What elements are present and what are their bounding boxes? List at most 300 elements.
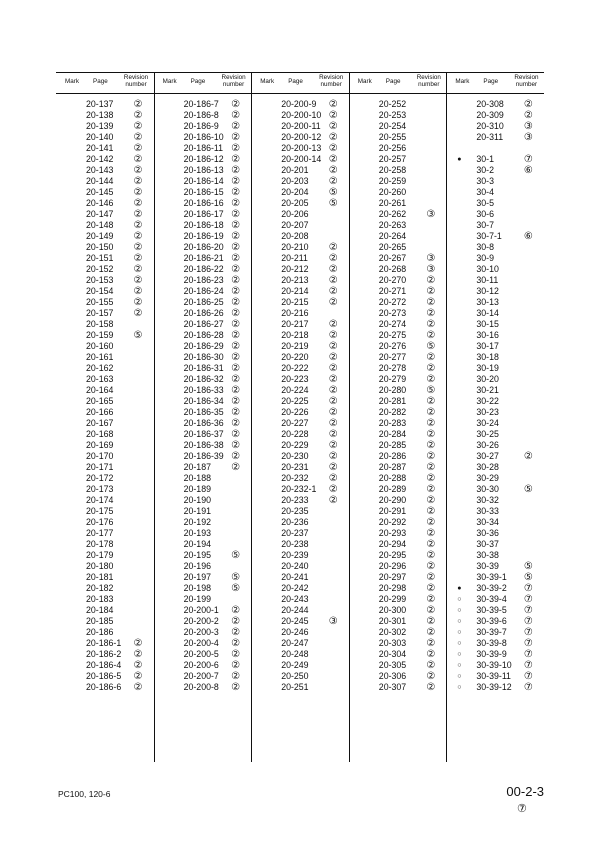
table-row (56, 528, 154, 539)
row-revision: ② (328, 143, 338, 154)
row-revision: ② (133, 231, 143, 242)
row-page: 20-186-2 (86, 649, 122, 659)
table-row (56, 286, 154, 297)
row-page: 20-240 (281, 561, 309, 571)
row-page: 20-186-29 (183, 341, 224, 351)
row-page: 20-151 (86, 253, 114, 263)
row-page: 20-290 (378, 495, 407, 505)
row-page: 20-272 (378, 297, 407, 307)
row-mark: ○ (457, 640, 462, 647)
table-row (349, 616, 447, 627)
row-page: 20-285 (378, 440, 407, 450)
table-row (446, 407, 544, 418)
row-revision: ② (133, 99, 143, 110)
table-row (154, 297, 252, 308)
row-page: 20-224 (281, 385, 309, 395)
row-page: 20-186-28 (183, 330, 224, 340)
table-row (154, 539, 252, 550)
row-page: 20-175 (86, 506, 114, 516)
row-page: 20-214 (281, 286, 309, 296)
row-page: 20-201 (281, 165, 309, 175)
row-page: 20-276 (378, 341, 407, 351)
row-revision: ② (523, 451, 533, 462)
row-revision: ② (426, 638, 436, 649)
row-page: 30-11 (476, 275, 499, 285)
row-revision: ⑥ (523, 165, 533, 176)
row-page: 20-296 (378, 561, 407, 571)
table-row (251, 275, 349, 286)
row-page: 30-39-8 (476, 638, 507, 648)
row-revision: ② (328, 176, 338, 187)
table-row (251, 341, 349, 352)
row-revision: ② (426, 429, 436, 440)
table-row (251, 286, 349, 297)
row-page: 20-186-6 (86, 682, 122, 692)
row-revision: ⑦ (523, 154, 533, 165)
header-mark: Mark (162, 78, 177, 85)
row-page: 20-162 (86, 363, 114, 373)
row-page: 30-22 (476, 396, 499, 406)
table-row (446, 517, 544, 528)
table-row (446, 99, 544, 110)
row-page: 20-225 (281, 396, 309, 406)
row-page: 20-251 (281, 682, 309, 692)
row-page: 30-7 (476, 220, 494, 230)
table-row (349, 550, 447, 561)
table-row (56, 440, 154, 451)
table-row (154, 220, 252, 231)
row-revision: ② (328, 363, 338, 374)
table-row (446, 165, 544, 176)
table-top-rule (56, 72, 544, 73)
row-page: 20-148 (86, 220, 114, 230)
row-revision: ② (231, 231, 241, 242)
row-page: 20-192 (183, 517, 211, 527)
table-row (251, 418, 349, 429)
row-page: 20-288 (378, 473, 407, 483)
row-page: 20-180 (86, 561, 114, 571)
table-row (154, 264, 252, 275)
row-revision: ② (133, 253, 143, 264)
table-row (56, 605, 154, 616)
table-row (251, 319, 349, 330)
table-row (446, 583, 544, 594)
table-row (446, 429, 544, 440)
row-revision: ② (328, 165, 338, 176)
row-page: 30-39-6 (476, 616, 507, 626)
row-page: 20-218 (281, 330, 309, 340)
table-row (446, 275, 544, 286)
row-revision: ② (426, 308, 436, 319)
row-page: 30-26 (476, 440, 499, 450)
row-revision: ② (426, 682, 436, 693)
row-revision: ② (133, 220, 143, 231)
row-revision: ② (133, 286, 143, 297)
row-revision: ② (328, 286, 338, 297)
table-row (56, 275, 154, 286)
row-revision: ⑤ (328, 198, 338, 209)
row-revision: ② (231, 363, 241, 374)
table-row (154, 451, 252, 462)
header-revision-line1: Revision (221, 74, 246, 81)
table-row (251, 242, 349, 253)
row-revision: ② (231, 407, 241, 418)
table-row (446, 660, 544, 671)
table-row (154, 363, 252, 374)
row-page: 30-13 (476, 297, 499, 307)
header-revision-line2: number (515, 81, 538, 88)
row-revision: ② (328, 429, 338, 440)
row-page: 20-179 (86, 550, 114, 560)
row-revision: ② (231, 242, 241, 253)
row-revision: ③ (328, 616, 338, 627)
table-row (154, 231, 252, 242)
table-row (56, 572, 154, 583)
row-page: 20-186-25 (183, 297, 224, 307)
table-row (349, 407, 447, 418)
row-page: 20-228 (281, 429, 309, 439)
table-row (56, 451, 154, 462)
row-page: 20-306 (378, 671, 407, 681)
row-mark: ○ (457, 607, 462, 614)
row-page: 20-159 (86, 330, 114, 340)
table-row (154, 649, 252, 660)
row-revision: ② (426, 275, 436, 286)
row-revision: ② (426, 539, 436, 550)
table-row (349, 132, 447, 143)
row-page: 20-298 (378, 583, 407, 593)
row-page: 20-165 (86, 396, 114, 406)
row-page: 20-143 (86, 165, 114, 175)
row-page: 20-199 (183, 594, 211, 604)
row-revision: ② (231, 286, 241, 297)
row-mark: ○ (457, 673, 462, 680)
table-row (349, 495, 447, 506)
row-page: 20-186-27 (183, 319, 224, 329)
row-revision: ② (523, 110, 533, 121)
row-revision: ② (231, 198, 241, 209)
table-row (154, 462, 252, 473)
row-page: 20-186-37 (183, 429, 224, 439)
table-row (349, 506, 447, 517)
table-row (154, 330, 252, 341)
row-page: 30-23 (476, 407, 499, 417)
table-row (349, 671, 447, 682)
row-revision: ② (231, 671, 241, 682)
row-revision: ② (231, 341, 241, 352)
table-row (446, 682, 544, 693)
row-revision: ② (426, 649, 436, 660)
row-page: 20-239 (281, 550, 309, 560)
row-revision: ② (426, 528, 436, 539)
table-row (349, 396, 447, 407)
table-row (349, 649, 447, 660)
header-page: Page (483, 78, 499, 85)
row-revision: ② (133, 187, 143, 198)
row-page: 20-186-18 (183, 220, 224, 230)
row-mark: ○ (457, 618, 462, 625)
row-page: 20-273 (378, 308, 407, 318)
row-page: 20-153 (86, 275, 114, 285)
table-row (154, 638, 252, 649)
row-page: 20-182 (86, 583, 114, 593)
row-revision: ② (231, 638, 241, 649)
footer-page-number: 00-2-3 (506, 784, 544, 799)
row-page: 20-246 (281, 627, 309, 637)
row-page: 20-186-5 (86, 671, 122, 681)
row-page: 20-289 (378, 484, 407, 494)
row-page: 20-235 (281, 506, 309, 516)
row-page: 20-295 (378, 550, 407, 560)
row-page: 20-232 (281, 473, 309, 483)
row-revision: ⑤ (231, 572, 241, 583)
row-page: 30-17 (476, 341, 499, 351)
row-revision: ② (328, 341, 338, 352)
row-revision: ② (328, 275, 338, 286)
row-page: 20-166 (86, 407, 114, 417)
row-page: 20-297 (378, 572, 407, 582)
row-revision: ② (231, 132, 241, 143)
row-page: 20-226 (281, 407, 309, 417)
row-page: 20-244 (281, 605, 309, 615)
row-page: 30-39-4 (476, 594, 507, 604)
table-row (349, 462, 447, 473)
table-row (349, 264, 447, 275)
header-page: Page (190, 78, 206, 85)
row-revision: ② (328, 121, 338, 132)
row-revision: ② (426, 671, 436, 682)
row-page: 20-208 (281, 231, 309, 241)
table-row (56, 385, 154, 396)
row-revision: ③ (426, 209, 436, 220)
row-page: 20-164 (86, 385, 114, 395)
table-row (56, 253, 154, 264)
row-page: 30-38 (476, 550, 499, 560)
table-row (251, 550, 349, 561)
table-row (251, 121, 349, 132)
row-revision: ② (231, 165, 241, 176)
table-row (349, 484, 447, 495)
row-revision: ② (328, 462, 338, 473)
row-revision: ② (426, 363, 436, 374)
row-revision: ② (328, 132, 338, 143)
table-row (446, 385, 544, 396)
table-row (251, 198, 349, 209)
table-row (154, 495, 252, 506)
row-page: 20-311 (476, 132, 504, 142)
row-revision: ② (231, 627, 241, 638)
table-row (251, 638, 349, 649)
row-revision: ② (426, 319, 436, 330)
table-row (154, 473, 252, 484)
table-row (154, 550, 252, 561)
row-page: 20-210 (281, 242, 309, 252)
row-page: 20-186-11 (183, 143, 224, 153)
table-row (56, 660, 154, 671)
row-revision: ② (133, 671, 143, 682)
table-row (251, 495, 349, 506)
table-row (446, 297, 544, 308)
table-row (56, 154, 154, 165)
header-revision-number (217, 74, 251, 88)
table-row (446, 198, 544, 209)
table-row (56, 396, 154, 407)
table-row (154, 605, 252, 616)
row-revision: ② (133, 154, 143, 165)
table-row (446, 396, 544, 407)
row-mark: ○ (457, 596, 462, 603)
row-page: 20-219 (281, 341, 309, 351)
row-revision: ③ (426, 253, 436, 264)
row-revision: ② (328, 110, 338, 121)
row-page: 20-265 (378, 242, 407, 252)
table-row (251, 176, 349, 187)
row-page: 20-305 (378, 660, 407, 670)
header-revision-line2: number (418, 81, 440, 88)
table-row (56, 363, 154, 374)
row-page: 20-186-8 (183, 110, 219, 120)
row-revision: ② (328, 440, 338, 451)
table-row (154, 374, 252, 385)
row-revision: ② (231, 660, 241, 671)
row-page: 20-186-9 (183, 121, 219, 131)
table-row (154, 682, 252, 693)
table-row (251, 440, 349, 451)
row-page: 20-186-36 (183, 418, 224, 428)
table-row (446, 220, 544, 231)
row-page: 20-248 (281, 649, 309, 659)
row-revision: ② (328, 242, 338, 253)
row-revision: ② (328, 352, 338, 363)
table-row (56, 671, 154, 682)
row-page: 20-200-14 (281, 154, 322, 164)
row-page: 20-250 (281, 671, 309, 681)
row-page: 30-30 (476, 484, 499, 494)
table-row (446, 319, 544, 330)
table-row (446, 550, 544, 561)
row-page: 20-238 (281, 539, 309, 549)
row-revision: ② (231, 605, 241, 616)
table-row (56, 638, 154, 649)
row-page: 20-200-2 (183, 616, 219, 626)
table-row (251, 682, 349, 693)
table-row (251, 594, 349, 605)
table-row (446, 286, 544, 297)
row-page: 20-169 (86, 440, 114, 450)
row-page: 20-243 (281, 594, 309, 604)
row-page: 20-176 (86, 517, 114, 527)
table-row (349, 473, 447, 484)
row-page: 20-223 (281, 374, 309, 384)
table-row (56, 220, 154, 231)
row-revision: ② (328, 495, 338, 506)
row-revision: ⑤ (426, 341, 436, 352)
row-revision: ② (328, 264, 338, 275)
table-row (446, 484, 544, 495)
row-page: 20-173 (86, 484, 114, 494)
table-row (349, 319, 447, 330)
table-row (251, 583, 349, 594)
row-revision: ② (133, 132, 143, 143)
header-page: Page (385, 78, 401, 85)
table-row (349, 187, 447, 198)
row-revision: ⑤ (231, 550, 241, 561)
table-row (446, 418, 544, 429)
row-page: 30-3 (476, 176, 494, 186)
row-revision: ⑤ (133, 330, 143, 341)
row-revision: ② (133, 110, 143, 121)
table-row (251, 374, 349, 385)
row-page: 30-36 (476, 528, 499, 538)
table-row (349, 330, 447, 341)
table-row (154, 154, 252, 165)
row-revision: ② (231, 187, 241, 198)
row-page: 20-200-12 (281, 132, 322, 142)
row-page: 20-181 (86, 572, 114, 582)
row-revision: ② (328, 473, 338, 484)
row-revision: ② (231, 308, 241, 319)
row-page: 20-291 (378, 506, 407, 516)
row-revision: ② (426, 561, 436, 572)
table-row (154, 99, 252, 110)
table-row (56, 264, 154, 275)
row-revision: ② (426, 462, 436, 473)
row-revision: ② (328, 297, 338, 308)
row-revision: ② (133, 242, 143, 253)
row-page: 30-18 (476, 352, 499, 362)
table-row (446, 330, 544, 341)
table-row (56, 176, 154, 187)
row-page: 20-267 (378, 253, 407, 263)
row-mark: ○ (457, 651, 462, 658)
row-revision: ② (426, 550, 436, 561)
header-page: Page (288, 78, 303, 85)
row-page: 20-171 (86, 462, 114, 472)
row-revision: ② (426, 495, 436, 506)
row-revision: ② (328, 396, 338, 407)
row-page: 30-14 (476, 308, 499, 318)
row-revision: ② (426, 583, 436, 594)
table-row (446, 440, 544, 451)
table-row (446, 451, 544, 462)
row-page: 20-186-34 (183, 396, 224, 406)
table-row (56, 583, 154, 594)
row-revision: ② (426, 594, 436, 605)
table-row (154, 594, 252, 605)
table-row (446, 308, 544, 319)
row-page: 20-150 (86, 242, 114, 252)
row-revision: ② (133, 275, 143, 286)
row-page: 20-230 (281, 451, 309, 461)
row-revision: ③ (523, 121, 533, 132)
row-page: 20-186-17 (183, 209, 224, 219)
footer-model: PC100, 120-6 (58, 789, 111, 799)
row-page: 20-203 (281, 176, 309, 186)
table-row (349, 517, 447, 528)
table-row (349, 121, 447, 132)
row-page: 20-186-24 (183, 286, 224, 296)
table-row (56, 682, 154, 693)
table-row (251, 209, 349, 220)
row-page: 20-160 (86, 341, 114, 351)
table-row (56, 506, 154, 517)
table-row (349, 352, 447, 363)
row-page: 20-309 (476, 110, 504, 120)
row-page: 20-183 (86, 594, 114, 604)
row-page: 20-286 (378, 451, 407, 461)
table-row (251, 671, 349, 682)
table-row (154, 627, 252, 638)
